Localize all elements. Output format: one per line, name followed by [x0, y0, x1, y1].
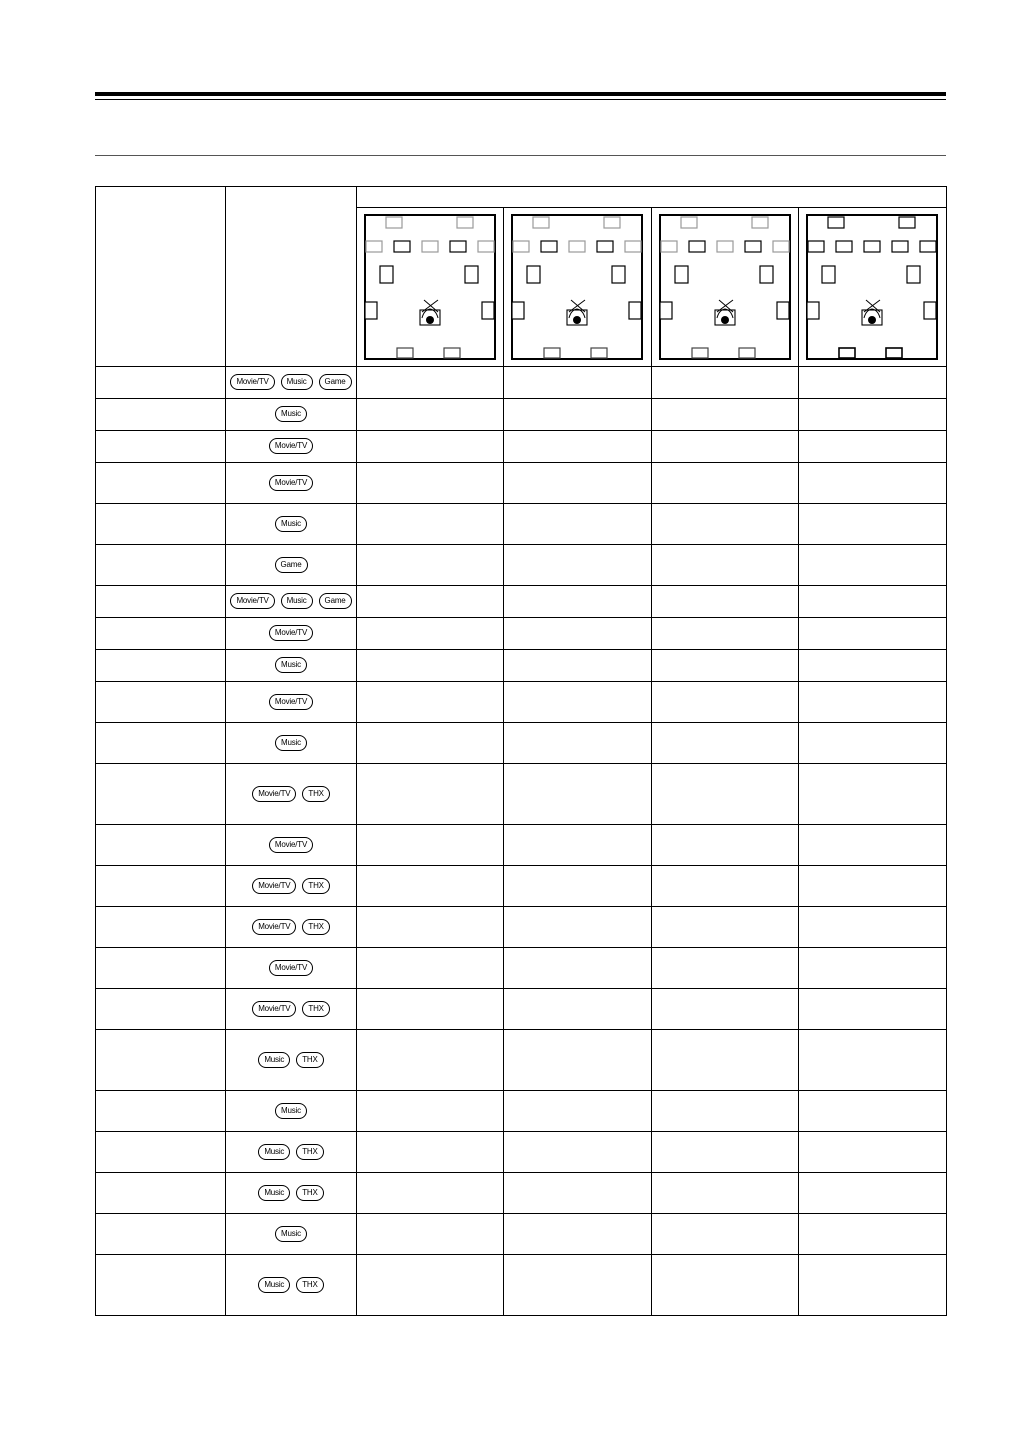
layout-support-cell [652, 367, 799, 399]
movie-tv-button-icon: Movie/TV [269, 625, 313, 641]
mode-name-cell [96, 545, 226, 586]
surround-speaker [380, 266, 393, 283]
layout-support-cell [799, 504, 947, 545]
side-speaker [924, 302, 936, 319]
back-speaker [886, 348, 902, 358]
layout-support-cell [652, 463, 799, 504]
surround-speaker [822, 266, 835, 283]
mode-buttons-cell [226, 764, 357, 825]
layout-support-cell [799, 1030, 947, 1091]
mode-buttons-cell [226, 682, 357, 723]
layout-support-cell [799, 682, 947, 723]
layout-support-cell [504, 618, 652, 650]
back-speaker [739, 348, 755, 358]
mode-name-cell [96, 1255, 226, 1316]
movie-tv-button-icon: Movie/TV [230, 593, 274, 609]
layout-support-cell [652, 586, 799, 618]
mode-name-cell [96, 907, 226, 948]
layout-support-cell [504, 367, 652, 399]
table-row [96, 367, 947, 399]
mode-buttons-cell [226, 1132, 357, 1173]
table-row [96, 948, 947, 989]
speaker-layout-diagram-icon [364, 214, 497, 361]
movie-tv-button-icon: Movie/TV [252, 1001, 296, 1017]
movie-tv-button-icon: Movie/TV [230, 374, 274, 390]
side-speaker [512, 302, 524, 319]
mode-buttons-cell [226, 1030, 357, 1091]
movie-tv-button-icon: Movie/TV [269, 475, 313, 491]
mode-buttons-cell [226, 989, 357, 1030]
speaker-layout-cell [504, 208, 652, 367]
thx-button-icon: THX [296, 1185, 323, 1201]
layout-support-cell [504, 1255, 652, 1316]
thx-button-icon: THX [302, 1001, 329, 1017]
music-button-icon: Music [275, 657, 307, 673]
layout-support-cell [357, 367, 504, 399]
music-button-icon: Music [258, 1144, 290, 1160]
movie-tv-button-icon: Movie/TV [269, 960, 313, 976]
front-speaker [422, 241, 438, 252]
layout-support-cell [652, 504, 799, 545]
layout-support-cell [504, 1030, 652, 1091]
table-row [96, 1173, 947, 1214]
mode-name-cell [96, 463, 226, 504]
room-outline [807, 215, 937, 359]
front-speaker [478, 241, 494, 252]
front-high-speaker [533, 217, 549, 228]
music-button-icon: Music [281, 593, 313, 609]
layout-support-cell [504, 504, 652, 545]
music-button-icon: Music [275, 735, 307, 751]
layout-support-cell [799, 825, 947, 866]
layout-support-cell [652, 431, 799, 463]
front-speaker [864, 241, 880, 252]
mode-buttons-cell [226, 399, 357, 431]
front-speaker [513, 241, 529, 252]
layout-support-cell [504, 1173, 652, 1214]
game-button-icon: Game [275, 557, 308, 573]
table-row [96, 1255, 947, 1316]
mode-name-cell [96, 367, 226, 399]
layout-support-cell [799, 650, 947, 682]
mode-name-cell [96, 618, 226, 650]
mode-buttons-cell [226, 367, 357, 399]
layout-support-cell [799, 1132, 947, 1173]
layout-support-cell [799, 399, 947, 431]
layout-support-cell [799, 1173, 947, 1214]
table-row [96, 1030, 947, 1091]
layout-support-cell [504, 907, 652, 948]
layout-support-cell [504, 764, 652, 825]
table-row [96, 399, 947, 431]
mode-name-cell [96, 431, 226, 463]
front-high-speaker [899, 217, 915, 228]
game-button-icon: Game [319, 593, 352, 609]
layout-support-cell [357, 1030, 504, 1091]
mode-name-cell [96, 1173, 226, 1214]
room-outline [660, 215, 790, 359]
layout-support-cell [357, 1091, 504, 1132]
front-speaker [773, 241, 789, 252]
back-speaker [692, 348, 708, 358]
surround-speaker [907, 266, 920, 283]
layout-support-cell [652, 1255, 799, 1316]
side-speaker [482, 302, 494, 319]
table-row [96, 618, 947, 650]
music-button-icon: Music [258, 1185, 290, 1201]
speaker-layout-cell [799, 208, 947, 367]
side-speaker [660, 302, 672, 319]
mode-buttons-cell [226, 504, 357, 545]
mode-name-cell [96, 586, 226, 618]
surround-speaker [465, 266, 478, 283]
header-rule-thin [95, 99, 946, 100]
surround-speaker [675, 266, 688, 283]
speaker-layout-cell [652, 208, 799, 367]
music-button-icon: Music [275, 1226, 307, 1242]
layout-support-cell [357, 618, 504, 650]
listening-mode-table [95, 186, 947, 1316]
layout-support-cell [652, 989, 799, 1030]
side-speaker [777, 302, 789, 319]
front-speaker [808, 241, 824, 252]
layout-support-cell [357, 586, 504, 618]
layout-support-cell [799, 1091, 947, 1132]
layout-support-cell [652, 618, 799, 650]
layout-support-cell [504, 825, 652, 866]
front-high-speaker [386, 217, 402, 228]
header-mode-buttons [226, 187, 357, 367]
movie-tv-button-icon: Movie/TV [252, 919, 296, 935]
layout-support-cell [357, 866, 504, 907]
mode-buttons-cell [226, 907, 357, 948]
side-speaker [365, 302, 377, 319]
layout-support-cell [652, 1091, 799, 1132]
mode-buttons-cell [226, 1255, 357, 1316]
table-row [96, 682, 947, 723]
mode-name-cell [96, 399, 226, 431]
speaker-layout-cell [357, 208, 504, 367]
layout-support-cell [652, 1030, 799, 1091]
layout-support-cell [799, 1255, 947, 1316]
side-speaker [629, 302, 641, 319]
mode-buttons-cell [226, 1173, 357, 1214]
layout-support-cell [357, 1214, 504, 1255]
mode-buttons-cell [226, 1091, 357, 1132]
movie-tv-button-icon: Movie/TV [269, 438, 313, 454]
front-high-speaker [828, 217, 844, 228]
speaker-layout-diagram-icon [511, 214, 644, 361]
front-high-speaker [604, 217, 620, 228]
front-speaker [661, 241, 677, 252]
layout-support-cell [799, 463, 947, 504]
front-speaker [450, 241, 466, 252]
layout-support-cell [504, 1132, 652, 1173]
layout-support-cell [357, 1173, 504, 1214]
movie-tv-button-icon: Movie/TV [252, 786, 296, 802]
layout-support-cell [357, 682, 504, 723]
layout-support-cell [652, 399, 799, 431]
back-speaker [544, 348, 560, 358]
side-speaker [807, 302, 819, 319]
table-row [96, 431, 947, 463]
mode-buttons-cell [226, 1214, 357, 1255]
music-button-icon: Music [281, 374, 313, 390]
thx-button-icon: THX [302, 919, 329, 935]
table-row [96, 1091, 947, 1132]
table-row [96, 764, 947, 825]
mode-name-cell [96, 825, 226, 866]
surround-speaker [612, 266, 625, 283]
layout-support-cell [652, 764, 799, 825]
mode-buttons-cell [226, 618, 357, 650]
layout-support-cell [799, 764, 947, 825]
layout-support-cell [504, 682, 652, 723]
table-row [96, 1214, 947, 1255]
layout-support-cell [357, 989, 504, 1030]
front-high-speaker [752, 217, 768, 228]
back-speaker [591, 348, 607, 358]
front-speaker [836, 241, 852, 252]
layout-support-cell [799, 907, 947, 948]
mode-name-cell [96, 1091, 226, 1132]
mode-name-cell [96, 1214, 226, 1255]
layout-support-cell [652, 866, 799, 907]
music-button-icon: Music [275, 516, 307, 532]
table-row [96, 866, 947, 907]
layout-support-cell [357, 1132, 504, 1173]
music-button-icon: Music [258, 1277, 290, 1293]
layout-support-cell [799, 866, 947, 907]
movie-tv-button-icon: Movie/TV [252, 878, 296, 894]
mode-buttons-cell [226, 948, 357, 989]
front-speaker [597, 241, 613, 252]
mode-name-cell [96, 723, 226, 764]
layout-support-cell [799, 545, 947, 586]
layout-support-cell [799, 618, 947, 650]
layout-support-cell [357, 650, 504, 682]
front-high-speaker [681, 217, 697, 228]
front-speaker [920, 241, 936, 252]
layout-support-cell [652, 682, 799, 723]
layout-support-cell [799, 989, 947, 1030]
music-button-icon: Music [258, 1052, 290, 1068]
layout-support-cell [357, 948, 504, 989]
table-row [96, 825, 947, 866]
layout-support-cell [504, 989, 652, 1030]
mode-buttons-cell [226, 586, 357, 618]
layout-support-cell [652, 1214, 799, 1255]
mode-buttons-cell [226, 463, 357, 504]
back-speaker [397, 348, 413, 358]
layout-support-cell [799, 367, 947, 399]
movie-tv-button-icon: Movie/TV [269, 837, 313, 853]
layout-support-cell [652, 948, 799, 989]
layout-support-cell [652, 723, 799, 764]
music-button-icon: Music [275, 1103, 307, 1119]
mode-buttons-cell [226, 545, 357, 586]
layout-support-cell [799, 948, 947, 989]
game-button-icon: Game [319, 374, 352, 390]
table-row [96, 463, 947, 504]
movie-tv-button-icon: Movie/TV [269, 694, 313, 710]
front-speaker [366, 241, 382, 252]
header-rule-thick [95, 92, 946, 96]
thx-button-icon: THX [296, 1277, 323, 1293]
layout-support-cell [357, 504, 504, 545]
mode-name-cell [96, 1030, 226, 1091]
layout-support-cell [357, 1255, 504, 1316]
layout-support-cell [799, 586, 947, 618]
surround-speaker [760, 266, 773, 283]
table-row [96, 989, 947, 1030]
layout-support-cell [504, 1214, 652, 1255]
layout-support-cell [357, 399, 504, 431]
speaker-layout-diagram-icon [806, 214, 939, 361]
mode-name-cell [96, 948, 226, 989]
layout-support-cell [357, 431, 504, 463]
mode-buttons-cell [226, 431, 357, 463]
layout-support-cell [504, 399, 652, 431]
mode-name-cell [96, 1132, 226, 1173]
table-row [96, 586, 947, 618]
front-speaker [717, 241, 733, 252]
layout-support-cell [652, 907, 799, 948]
table-row [96, 504, 947, 545]
mode-buttons-cell [226, 825, 357, 866]
layout-support-cell [357, 825, 504, 866]
thx-button-icon: THX [302, 878, 329, 894]
layout-support-cell [652, 1173, 799, 1214]
table-row [96, 650, 947, 682]
layout-support-cell [652, 1132, 799, 1173]
layout-support-cell [799, 431, 947, 463]
table-row [96, 1132, 947, 1173]
music-button-icon: Music [275, 406, 307, 422]
front-speaker [689, 241, 705, 252]
layout-support-cell [652, 545, 799, 586]
table-row [96, 545, 947, 586]
front-speaker [625, 241, 641, 252]
layout-support-cell [504, 650, 652, 682]
section-rule [95, 155, 946, 156]
layout-support-cell [357, 723, 504, 764]
mode-name-cell [96, 682, 226, 723]
table-row [96, 907, 947, 948]
back-speaker [444, 348, 460, 358]
mode-name-cell [96, 764, 226, 825]
layout-support-cell [504, 586, 652, 618]
surround-speaker [527, 266, 540, 283]
layout-support-cell [652, 650, 799, 682]
speaker-layout-diagram-icon [659, 214, 792, 361]
thx-button-icon: THX [296, 1144, 323, 1160]
header-speaker-layouts [357, 187, 947, 208]
back-speaker [839, 348, 855, 358]
mode-name-cell [96, 650, 226, 682]
layout-support-cell [357, 764, 504, 825]
thx-button-icon: THX [302, 786, 329, 802]
mode-name-cell [96, 989, 226, 1030]
mode-buttons-cell [226, 650, 357, 682]
table-row [96, 723, 947, 764]
layout-support-cell [357, 463, 504, 504]
layout-support-cell [504, 866, 652, 907]
layout-support-cell [504, 723, 652, 764]
layout-support-cell [799, 723, 947, 764]
front-speaker [892, 241, 908, 252]
room-outline [365, 215, 495, 359]
mode-name-cell [96, 866, 226, 907]
front-speaker [541, 241, 557, 252]
layout-support-cell [799, 1214, 947, 1255]
thx-button-icon: THX [296, 1052, 323, 1068]
layout-support-cell [357, 907, 504, 948]
front-high-speaker [457, 217, 473, 228]
layout-support-cell [504, 1091, 652, 1132]
layout-support-cell [504, 463, 652, 504]
front-speaker [569, 241, 585, 252]
layout-support-cell [357, 545, 504, 586]
layout-support-cell [504, 545, 652, 586]
room-outline [512, 215, 642, 359]
layout-support-cell [504, 431, 652, 463]
mode-name-cell [96, 504, 226, 545]
mode-buttons-cell [226, 723, 357, 764]
front-speaker [745, 241, 761, 252]
layout-support-cell [652, 825, 799, 866]
header-mode-name [96, 187, 226, 367]
layout-support-cell [504, 948, 652, 989]
front-speaker [394, 241, 410, 252]
mode-buttons-cell [226, 866, 357, 907]
